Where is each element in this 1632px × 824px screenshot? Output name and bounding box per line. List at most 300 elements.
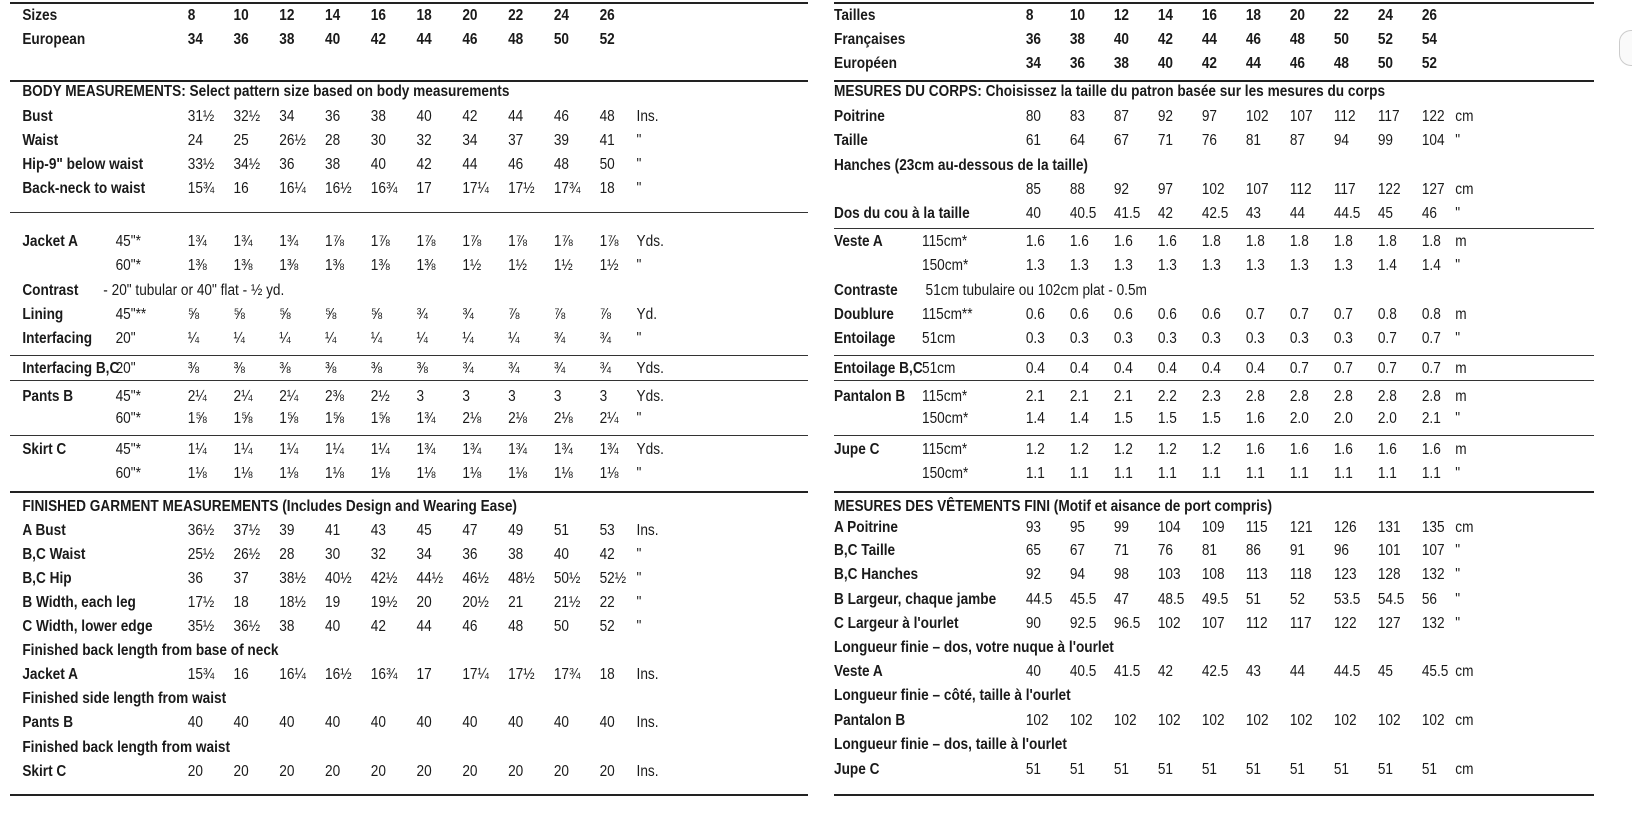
unit-label: " bbox=[1455, 205, 1461, 222]
size-value: 1.1 bbox=[1025, 465, 1045, 482]
size-value: 96 bbox=[1333, 542, 1350, 559]
size-value: 44.5 bbox=[1025, 591, 1053, 608]
size-value: 21 bbox=[508, 594, 524, 611]
size-value: 67 bbox=[1113, 132, 1130, 149]
size-value: 26 bbox=[599, 7, 615, 24]
row-label: Back-neck to waist bbox=[22, 180, 146, 197]
size-value: 1¼ bbox=[370, 441, 390, 458]
size-value: ⅜ bbox=[187, 360, 200, 377]
row-label: Dos du cou à la taille bbox=[834, 205, 970, 222]
size-value: 1½ bbox=[462, 257, 482, 274]
size-value: 123 bbox=[1333, 566, 1357, 583]
divider bbox=[10, 435, 808, 436]
size-value: 1⅞ bbox=[325, 233, 345, 250]
size-value: 44.5 bbox=[1333, 205, 1361, 222]
size-value: 1⅜ bbox=[233, 257, 253, 274]
unit-label: " bbox=[1455, 132, 1461, 149]
fabric-width: 60"* bbox=[115, 465, 141, 482]
size-value: 88 bbox=[1069, 181, 1086, 198]
size-value: 48 bbox=[553, 156, 570, 173]
size-value: 47 bbox=[462, 522, 478, 539]
table-row bbox=[10, 543, 721, 567]
size-value: 52 bbox=[1377, 31, 1394, 48]
size-value: 52 bbox=[599, 31, 615, 48]
size-value: 34 bbox=[416, 546, 432, 563]
size-value: 1.1 bbox=[1245, 465, 1265, 482]
size-value: 20 bbox=[1289, 7, 1306, 24]
size-value: 103 bbox=[1157, 566, 1181, 583]
size-value: 14 bbox=[325, 7, 341, 24]
size-value: 22 bbox=[508, 7, 524, 24]
section-heading: BODY MEASUREMENTS: Select pattern size based on body measurements bbox=[22, 83, 510, 100]
size-value: 2.1 bbox=[1421, 410, 1441, 427]
fabric-width: 115cm** bbox=[922, 306, 973, 323]
size-value: 36½ bbox=[187, 522, 215, 539]
table-row bbox=[834, 438, 1512, 462]
size-value: 18 bbox=[233, 594, 249, 611]
size-value: 54 bbox=[1421, 31, 1438, 48]
size-value: 36 bbox=[1025, 31, 1042, 48]
size-value: 42 bbox=[462, 108, 478, 125]
size-value: 0.6 bbox=[1201, 306, 1221, 323]
size-value: 2¼ bbox=[187, 388, 207, 405]
size-value: 43 bbox=[1245, 205, 1262, 222]
size-value: 40 bbox=[416, 714, 432, 731]
size-value: 42 bbox=[1157, 31, 1174, 48]
unit-label: " bbox=[1455, 542, 1461, 559]
size-value: 40.5 bbox=[1069, 205, 1097, 222]
size-value: 92 bbox=[1113, 181, 1130, 198]
size-value: 1⅛ bbox=[416, 465, 436, 482]
size-value: 20 bbox=[416, 594, 432, 611]
size-value: 0.3 bbox=[1069, 330, 1089, 347]
size-value: 1.1 bbox=[1157, 465, 1177, 482]
size-value: 76 bbox=[1201, 132, 1218, 149]
size-value: ¾ bbox=[553, 330, 566, 347]
size-value: ⅜ bbox=[233, 360, 245, 377]
row-label: Jacket A bbox=[22, 666, 78, 683]
size-value: ¾ bbox=[462, 360, 474, 377]
unit-label: " bbox=[636, 570, 642, 587]
size-value: ¾ bbox=[599, 330, 611, 347]
size-value: 32 bbox=[370, 546, 386, 563]
table-row bbox=[834, 385, 1512, 409]
size-value: 0.8 bbox=[1377, 306, 1397, 323]
divider bbox=[10, 794, 808, 796]
size-value: 42½ bbox=[370, 570, 398, 587]
size-value: 102 bbox=[1289, 712, 1313, 729]
size-value: 54.5 bbox=[1377, 591, 1405, 608]
size-value: 1¾ bbox=[553, 441, 573, 458]
size-value: 1.6 bbox=[1289, 441, 1309, 458]
table-row bbox=[10, 407, 721, 431]
size-value: 127 bbox=[1377, 615, 1401, 632]
size-value: 48½ bbox=[508, 570, 535, 587]
size-value: 40 bbox=[233, 714, 249, 731]
fabric-width: 150cm* bbox=[922, 257, 969, 274]
row-label: European bbox=[22, 31, 86, 48]
size-value: 97 bbox=[1157, 181, 1174, 198]
table-row bbox=[834, 709, 1512, 733]
size-value: 16¼ bbox=[279, 180, 306, 197]
row-label: Veste A bbox=[834, 663, 883, 680]
size-value: 52 bbox=[1421, 55, 1438, 72]
size-value: ⅜ bbox=[325, 360, 337, 377]
size-value: 40 bbox=[599, 714, 615, 731]
size-value: 81 bbox=[1201, 542, 1218, 559]
size-value: 3 bbox=[599, 388, 608, 405]
size-value: 34 bbox=[462, 132, 478, 149]
size-value: 40 bbox=[370, 714, 386, 731]
size-value: 51 bbox=[1201, 761, 1218, 778]
size-value: 1¾ bbox=[233, 233, 253, 250]
size-value: 0.7 bbox=[1421, 330, 1441, 347]
table-row bbox=[834, 612, 1512, 636]
size-value: 1⅛ bbox=[553, 465, 573, 482]
unit-label: Ins. bbox=[636, 522, 659, 539]
size-value: 17¼ bbox=[462, 180, 489, 197]
size-value: 28 bbox=[279, 546, 295, 563]
size-value: 51 bbox=[1245, 761, 1262, 778]
row-label: Pantalon B bbox=[834, 712, 906, 729]
size-value: 40 bbox=[553, 546, 570, 563]
table-row bbox=[834, 563, 1512, 587]
table-row bbox=[10, 438, 721, 462]
size-value: 40 bbox=[1113, 31, 1130, 48]
size-value: 118 bbox=[1289, 566, 1312, 583]
size-value: 39 bbox=[279, 522, 295, 539]
size-value: 1.2 bbox=[1025, 441, 1045, 458]
size-value: 16½ bbox=[325, 180, 352, 197]
size-value: 46 bbox=[1245, 31, 1262, 48]
row-label: C Largeur à l'ourlet bbox=[834, 615, 959, 632]
size-value: 2.8 bbox=[1421, 388, 1441, 405]
size-value: 1.6 bbox=[1025, 233, 1045, 250]
size-value: 1.5 bbox=[1201, 410, 1221, 427]
size-value: 1.5 bbox=[1113, 410, 1133, 427]
unit-label: " bbox=[636, 257, 642, 274]
size-value: 102 bbox=[1113, 712, 1137, 729]
size-value: 132 bbox=[1421, 566, 1445, 583]
divider bbox=[834, 794, 1594, 796]
size-value: 15¾ bbox=[187, 666, 215, 683]
size-value: ⅝ bbox=[325, 306, 337, 323]
table-row bbox=[834, 357, 1512, 381]
size-value: 44 bbox=[462, 156, 478, 173]
size-value: 1.6 bbox=[1245, 410, 1265, 427]
row-label: Jacket A bbox=[22, 233, 78, 250]
size-value: 1½ bbox=[553, 257, 573, 274]
size-value: ¼ bbox=[508, 330, 520, 347]
table-row bbox=[834, 636, 1512, 660]
size-value: 1¼ bbox=[279, 441, 299, 458]
fabric-width: 60"* bbox=[115, 257, 141, 274]
size-value: 1¼ bbox=[325, 441, 345, 458]
size-value: 0.6 bbox=[1113, 306, 1133, 323]
size-value: 1.3 bbox=[1069, 257, 1089, 274]
row-label: Interfacing bbox=[22, 330, 93, 347]
row-label: C Width, lower edge bbox=[22, 618, 153, 635]
row-label: Lining bbox=[22, 306, 64, 323]
size-value: 1¾ bbox=[462, 441, 482, 458]
unit-label: " bbox=[1455, 257, 1461, 274]
table-row bbox=[834, 588, 1512, 612]
size-value: 17¼ bbox=[462, 666, 489, 683]
size-value: 0.7 bbox=[1333, 360, 1353, 377]
table-row bbox=[10, 736, 721, 760]
size-value: 98 bbox=[1113, 566, 1130, 583]
row-label: Interfacing B,C bbox=[22, 360, 120, 377]
size-value: 56 bbox=[1421, 591, 1438, 608]
size-value: 64 bbox=[1069, 132, 1086, 149]
table-row bbox=[10, 129, 721, 153]
size-value: 2⅛ bbox=[553, 410, 573, 427]
fabric-width: 115cm* bbox=[922, 441, 968, 458]
size-value: 36 bbox=[233, 31, 249, 48]
size-value: ⅞ bbox=[599, 306, 611, 323]
size-value: 1.1 bbox=[1333, 465, 1353, 482]
unit-label: cm bbox=[1455, 663, 1474, 680]
size-value: 22 bbox=[1333, 7, 1350, 24]
size-value: 47 bbox=[1113, 591, 1130, 608]
size-value: 102 bbox=[1333, 712, 1357, 729]
table-row bbox=[10, 254, 721, 278]
row-label: Entoilage bbox=[834, 330, 896, 347]
size-value: 48 bbox=[508, 31, 524, 48]
size-value: 102 bbox=[1201, 181, 1225, 198]
unit-label: Yds. bbox=[636, 360, 664, 377]
size-value: 10 bbox=[233, 7, 249, 24]
row-label: Hip-9" below waist bbox=[22, 156, 144, 173]
row-label: Contrast bbox=[22, 282, 79, 299]
size-value: 112 bbox=[1289, 181, 1312, 198]
size-value: 71 bbox=[1157, 132, 1174, 149]
size-value: 38 bbox=[325, 156, 341, 173]
size-value: 0.7 bbox=[1377, 360, 1397, 377]
size-value: 65 bbox=[1025, 542, 1042, 559]
size-value: 1.6 bbox=[1333, 441, 1353, 458]
size-value: 2.1 bbox=[1025, 388, 1045, 405]
size-value: 16 bbox=[370, 7, 386, 24]
size-value: 104 bbox=[1157, 519, 1181, 536]
unit-label: Ins. bbox=[636, 666, 659, 683]
size-value: 1⅞ bbox=[599, 233, 619, 250]
size-value: 16¼ bbox=[279, 666, 306, 683]
contrast-note: 51cm tubulaire ou 102cm plat - 0.5m bbox=[925, 282, 1147, 299]
size-value: 1⅝ bbox=[279, 410, 299, 427]
size-value: 76 bbox=[1157, 542, 1174, 559]
size-value: 102 bbox=[1245, 712, 1269, 729]
size-value: 20 bbox=[462, 7, 478, 24]
table-row bbox=[834, 303, 1512, 327]
row-label: Veste A bbox=[834, 233, 883, 250]
size-value: 1⅛ bbox=[462, 465, 482, 482]
size-value: 46 bbox=[462, 618, 478, 635]
size-value: 104 bbox=[1421, 132, 1445, 149]
size-value: 44 bbox=[1289, 205, 1306, 222]
size-value: 40 bbox=[553, 714, 570, 731]
size-value: 1.2 bbox=[1201, 441, 1221, 458]
size-value: 44 bbox=[416, 31, 432, 48]
size-value: 21½ bbox=[553, 594, 581, 611]
size-value: 1.6 bbox=[1245, 441, 1265, 458]
size-value: 0.3 bbox=[1113, 330, 1133, 347]
row-label: Jupe C bbox=[834, 761, 880, 778]
size-value: 1.8 bbox=[1201, 233, 1221, 250]
size-value: 40 bbox=[187, 714, 203, 731]
unit-label: " bbox=[636, 618, 642, 635]
unit-label: " bbox=[636, 594, 642, 611]
size-value: 24 bbox=[187, 132, 203, 149]
table-row bbox=[834, 660, 1512, 684]
size-value: 1⅜ bbox=[370, 257, 390, 274]
table-row bbox=[834, 539, 1512, 563]
size-value: ⅞ bbox=[508, 306, 520, 323]
contrast-note: - 20" tubular or 40" flat - ½ yd. bbox=[103, 282, 285, 299]
size-value: ¾ bbox=[553, 360, 566, 377]
table-row bbox=[834, 407, 1512, 431]
size-value: 48 bbox=[508, 618, 524, 635]
size-value: 1⅞ bbox=[553, 233, 573, 250]
size-value: 126 bbox=[1333, 519, 1357, 536]
size-value: 19½ bbox=[370, 594, 398, 611]
table-row bbox=[10, 357, 721, 381]
row-label: Longueur finie – dos, taille à l'ourlet bbox=[834, 736, 1067, 753]
table-row bbox=[834, 516, 1512, 540]
size-value: 34 bbox=[187, 31, 203, 48]
size-value: 52 bbox=[1289, 591, 1306, 608]
size-value: 19 bbox=[325, 594, 341, 611]
size-value: 16 bbox=[233, 666, 249, 683]
divider bbox=[10, 491, 808, 493]
table-row bbox=[10, 279, 721, 303]
size-value: 2.0 bbox=[1333, 410, 1353, 427]
size-value: 30 bbox=[325, 546, 341, 563]
size-value: 26½ bbox=[233, 546, 261, 563]
scroll-edge-handle[interactable] bbox=[1619, 30, 1632, 66]
fabric-width: 115cm* bbox=[922, 388, 968, 405]
row-label: Sizes bbox=[22, 7, 58, 24]
size-value: 20½ bbox=[462, 594, 489, 611]
size-value: 87 bbox=[1289, 132, 1306, 149]
size-value: ¼ bbox=[325, 330, 337, 347]
size-value: 1.1 bbox=[1289, 465, 1309, 482]
size-value: 3 bbox=[553, 388, 562, 405]
size-value: 38 bbox=[508, 546, 524, 563]
unit-label: " bbox=[636, 330, 642, 347]
size-value: 46½ bbox=[462, 570, 489, 587]
size-value: 43 bbox=[370, 522, 386, 539]
size-value: 1.3 bbox=[1157, 257, 1177, 274]
row-label: A Poitrine bbox=[834, 519, 898, 536]
size-value: ¼ bbox=[416, 330, 428, 347]
size-value: 1.3 bbox=[1289, 257, 1309, 274]
size-value: 48 bbox=[599, 108, 615, 125]
size-value: 17¾ bbox=[553, 666, 581, 683]
size-value: 18 bbox=[1245, 7, 1262, 24]
size-value: 17 bbox=[416, 180, 432, 197]
size-value: 41 bbox=[325, 522, 341, 539]
size-value: 107 bbox=[1245, 181, 1269, 198]
unit-label: cm bbox=[1455, 181, 1474, 198]
size-value: ⅝ bbox=[233, 306, 245, 323]
size-value: 37 bbox=[508, 132, 524, 149]
size-value: 40 bbox=[508, 714, 524, 731]
table-row bbox=[10, 591, 721, 615]
size-value: 132 bbox=[1421, 615, 1445, 632]
size-value: 1.6 bbox=[1377, 441, 1397, 458]
row-label: B,C Taille bbox=[834, 542, 896, 559]
size-value: 117 bbox=[1377, 108, 1400, 125]
size-value: 0.3 bbox=[1333, 330, 1353, 347]
row-label: Waist bbox=[22, 132, 59, 149]
row-label: Bust bbox=[22, 108, 53, 125]
size-value: 2.8 bbox=[1245, 388, 1265, 405]
size-value: 50 bbox=[1377, 55, 1394, 72]
size-header-row bbox=[10, 4, 721, 28]
table-row bbox=[10, 303, 721, 327]
size-header-row bbox=[834, 28, 1512, 52]
unit-label: Yds. bbox=[636, 441, 664, 458]
size-value: 40 bbox=[325, 714, 341, 731]
size-value: 0.6 bbox=[1025, 306, 1045, 323]
size-value: 1.4 bbox=[1025, 410, 1045, 427]
size-value: 51 bbox=[1333, 761, 1350, 778]
size-value: 2.3 bbox=[1201, 388, 1221, 405]
size-value: 1.5 bbox=[1157, 410, 1177, 427]
size-value: 16 bbox=[1201, 7, 1218, 24]
unit-label: " bbox=[636, 410, 642, 427]
row-label: Hanches (23cm au-dessous de la taille) bbox=[834, 157, 1088, 174]
size-value: 102 bbox=[1157, 615, 1181, 632]
size-value: 20 bbox=[370, 763, 386, 780]
size-value: 1.3 bbox=[1025, 257, 1045, 274]
size-value: 1.6 bbox=[1113, 233, 1133, 250]
table-row bbox=[834, 129, 1512, 153]
size-value: 117 bbox=[1289, 615, 1312, 632]
size-header-row bbox=[10, 28, 721, 52]
row-label: Poitrine bbox=[834, 108, 885, 125]
size-value: 102 bbox=[1069, 712, 1093, 729]
size-value: 14 bbox=[1157, 7, 1174, 24]
size-value: 51 bbox=[1245, 591, 1262, 608]
table-row bbox=[10, 327, 721, 351]
size-value: 51 bbox=[1025, 761, 1042, 778]
size-value: 37 bbox=[233, 570, 249, 587]
row-label: Contraste bbox=[834, 282, 898, 299]
size-value: 0.8 bbox=[1421, 306, 1441, 323]
size-value: 1.8 bbox=[1289, 233, 1309, 250]
size-value: 1.2 bbox=[1157, 441, 1177, 458]
size-value: 99 bbox=[1113, 519, 1130, 536]
size-value: 91 bbox=[1289, 542, 1306, 559]
row-label: Jupe C bbox=[834, 441, 880, 458]
section-title bbox=[10, 495, 721, 519]
size-value: 48.5 bbox=[1157, 591, 1185, 608]
section-title bbox=[834, 80, 1512, 104]
size-value: 52½ bbox=[599, 570, 627, 587]
row-label: Européen bbox=[834, 55, 897, 72]
size-value: ⅝ bbox=[370, 306, 383, 323]
size-value: 1¾ bbox=[416, 441, 436, 458]
size-value: 0.7 bbox=[1377, 330, 1397, 347]
size-value: 2¼ bbox=[233, 388, 253, 405]
size-value: 40 bbox=[1025, 205, 1042, 222]
size-value: 22 bbox=[599, 594, 615, 611]
table-row bbox=[10, 177, 721, 201]
row-label: Finished back length from waist bbox=[22, 739, 230, 756]
unit-label: Ins. bbox=[636, 108, 659, 125]
